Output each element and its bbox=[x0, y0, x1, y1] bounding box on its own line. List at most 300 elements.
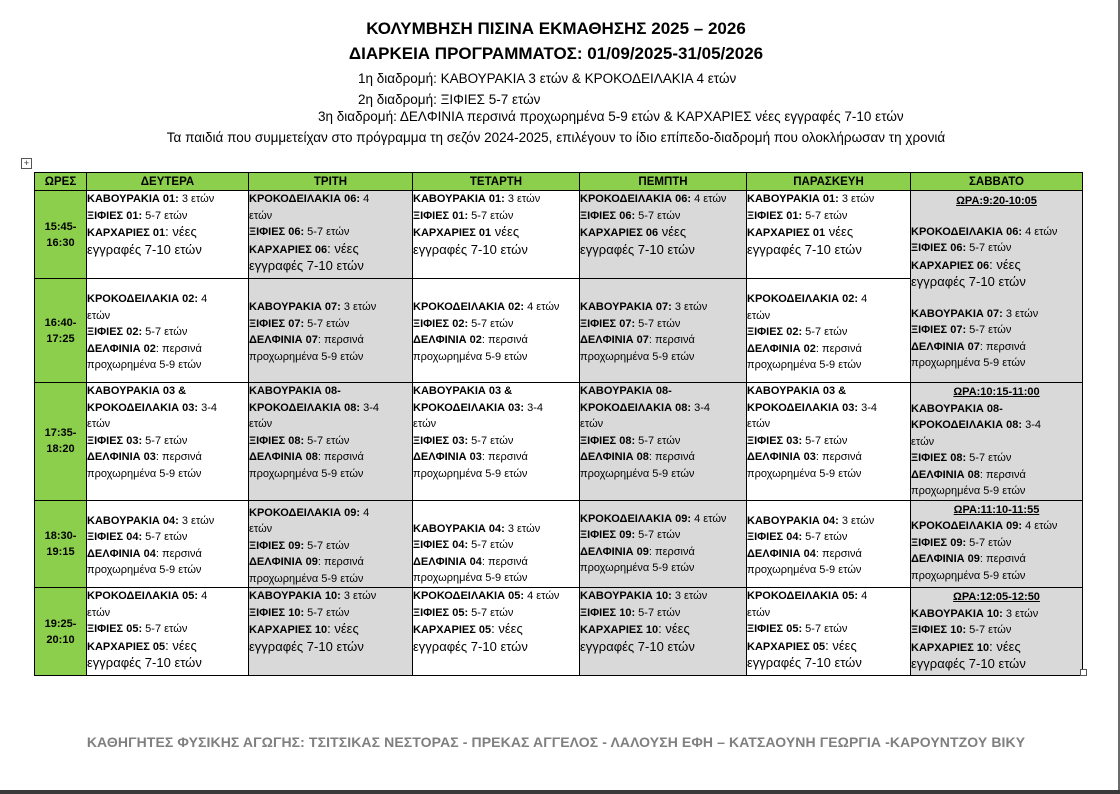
cell-line bbox=[911, 322, 1082, 339]
cell-line bbox=[413, 570, 579, 587]
group-detail: 4 ετών bbox=[524, 590, 560, 602]
group-name: ΞΙΦΙΕΣ 06: bbox=[580, 209, 636, 222]
group-detail: : περσινά bbox=[648, 334, 695, 346]
group-name: ΚΡΟΚΟΔΕΙΛΑΚΙΑ 03: bbox=[87, 401, 199, 414]
cell-line bbox=[249, 299, 412, 316]
group-detail: 3 ετών bbox=[838, 514, 875, 527]
group-name: ΔΕΛΦΙΝΙΑ 09 bbox=[580, 545, 649, 558]
group-name: ΔΕΛΦΙΝΙΑ 09 bbox=[911, 553, 980, 565]
header-tuesday: ΤΡΙΤΗ bbox=[249, 173, 413, 191]
group-name: ΚΑΡΧΑΡΙΕΣ 10 bbox=[911, 641, 990, 654]
group-name: ΔΕΛΦΙΝΙΑ 03 bbox=[87, 451, 156, 463]
cell-line bbox=[413, 349, 579, 366]
cell-line bbox=[87, 621, 248, 638]
group-name: ΚΑΒΟΥΡΑΚΙΑ 04: bbox=[747, 514, 839, 527]
cell-line bbox=[87, 449, 248, 466]
group-detail: 3 ετών bbox=[178, 193, 215, 205]
group-detail: 4 ετών bbox=[524, 301, 560, 313]
group-detail: 5-7 ετών bbox=[802, 434, 848, 447]
schedule-cell-thu bbox=[580, 383, 747, 501]
group-detail: ετών bbox=[87, 418, 111, 430]
group-name: ΚΑΒΟΥΡΑΚΙΑ 08- bbox=[911, 402, 1003, 415]
cell-line bbox=[580, 400, 746, 417]
group-name: ΚΡΟΚΟΔΕΙΛΑΚΙΑ 06: bbox=[249, 193, 361, 205]
group-detail: 5-7 ετών bbox=[468, 434, 514, 447]
cell-line bbox=[413, 449, 579, 466]
group-detail: ετών bbox=[413, 418, 437, 430]
group-name: ΞΙΦΙΕΣ 05: bbox=[87, 623, 143, 635]
spacer bbox=[911, 210, 1082, 224]
route-3-text: 3η διαδρομή: ΔΕΛΦΙΝΙΑ περσινά προχωρημένα 5-9 ετών & ΚΑΡΧΑΡΙΕΣ νέες εγγραφές 7-10 ετών bbox=[318, 109, 904, 124]
cell-line bbox=[87, 655, 248, 673]
group-detail: προχωρημένα 5-9 ετών bbox=[580, 562, 695, 574]
schedule-cell-wed bbox=[413, 500, 580, 588]
schedule-cell-mon bbox=[87, 383, 249, 501]
cell-line bbox=[249, 349, 412, 366]
group-name: ΚΑΡΧΑΡΙΕΣ 10 bbox=[580, 624, 659, 636]
cell-line bbox=[747, 638, 910, 656]
schedule-cell-fri bbox=[747, 383, 911, 501]
schedule-cell-sat bbox=[911, 383, 1083, 501]
group-name: ΚΑΡΧΑΡΙΕΣ 05 bbox=[413, 624, 492, 636]
group-detail: : νέες bbox=[327, 621, 359, 636]
group-detail: 3 ετών bbox=[504, 522, 541, 535]
cell-line bbox=[87, 291, 248, 308]
group-name: ΚΡΟΚΟΔΕΙΛΑΚΙΑ 05: bbox=[413, 590, 525, 602]
cell-line bbox=[87, 357, 248, 374]
group-detail: προχωρημένα 5-9 ετών bbox=[911, 569, 1026, 582]
group-detail: 3 ετών bbox=[178, 514, 215, 527]
cell-line bbox=[249, 521, 412, 538]
group-detail: : νέες bbox=[165, 637, 197, 653]
table-resize-handle[interactable] bbox=[1080, 669, 1087, 676]
group-detail: 5-7 ετών bbox=[802, 531, 848, 543]
group-name: ΞΙΦΙΕΣ 09: bbox=[911, 536, 967, 549]
cell-line bbox=[413, 400, 579, 417]
cell-line bbox=[249, 316, 412, 333]
group-name: ΞΙΦΙΕΣ 10: bbox=[580, 606, 636, 619]
cell-line bbox=[413, 639, 579, 657]
schedule-cell-mon bbox=[87, 500, 249, 588]
cell-line bbox=[747, 605, 910, 622]
group-detail: 5-7 ετών bbox=[966, 324, 1012, 336]
cell-line bbox=[87, 466, 248, 483]
time-slot bbox=[35, 500, 87, 588]
group-detail: : νέες bbox=[658, 621, 690, 636]
group-detail: ετών bbox=[249, 209, 273, 222]
group-detail: : περσινά bbox=[815, 451, 862, 463]
spacer bbox=[911, 292, 1082, 306]
group-detail: νέες bbox=[825, 224, 854, 239]
group-detail: εγγραφές 7-10 ετών bbox=[580, 241, 695, 257]
group-name: ΚΑΒΟΥΡΑΚΙΑ 07: bbox=[249, 301, 341, 313]
header-wednesday: ΤΕΤΑΡΤΗ bbox=[413, 173, 580, 191]
group-detail: ετών bbox=[580, 418, 604, 430]
cell-line bbox=[911, 355, 1082, 372]
cell-line bbox=[580, 639, 746, 657]
cell-line bbox=[87, 638, 248, 656]
time-slot bbox=[35, 279, 87, 383]
group-detail: προχωρημένα 5-9 ετών bbox=[580, 467, 695, 480]
header-saturday: ΣΑΒΒΑΤΟ bbox=[911, 173, 1083, 191]
group-name: ΔΕΛΦΙΝΙΑ 02 bbox=[413, 334, 482, 346]
header-thursday: ΠΕΜΠΤΗ bbox=[580, 173, 747, 191]
group-name: ΞΙΦΙΕΣ 07: bbox=[249, 317, 305, 330]
group-name: ΚΑΒΟΥΡΑΚΙΑ 03 & bbox=[413, 385, 513, 397]
cell-line bbox=[911, 401, 1082, 418]
group-detail: 5-7 ετών bbox=[802, 623, 848, 635]
time-start: 15:45- bbox=[44, 220, 77, 233]
group-detail: εγγραφές 7-10 ετών bbox=[249, 258, 364, 273]
group-name: ΔΕΛΦΙΝΙΑ 04 bbox=[747, 547, 816, 560]
cell-line bbox=[911, 450, 1082, 467]
cell-line bbox=[747, 357, 910, 374]
cell-line bbox=[87, 416, 248, 433]
cell-line bbox=[747, 383, 910, 400]
group-detail: ετών bbox=[747, 309, 771, 322]
saturday-session-time: ΩΡΑ:11:10-11:55 bbox=[953, 503, 1040, 516]
cell-line bbox=[413, 466, 579, 483]
group-detail: εγγραφές 7-10 ετών bbox=[413, 638, 528, 654]
group-detail: : περσινά bbox=[648, 545, 695, 558]
schedule-cell-sat bbox=[911, 588, 1083, 676]
group-name: ΔΕΛΦΙΝΙΑ 02 bbox=[747, 342, 816, 355]
cell-line bbox=[747, 416, 910, 433]
cell-line bbox=[249, 332, 412, 349]
group-name: ΚΡΟΚΟΔΕΙΛΑΚΙΑ 08: bbox=[911, 419, 1023, 431]
group-detail: : νέες bbox=[989, 638, 1021, 654]
group-name: ΞΙΦΙΕΣ 03: bbox=[87, 434, 143, 447]
cell-line bbox=[580, 433, 746, 450]
cell-line bbox=[911, 568, 1082, 585]
cell-line bbox=[580, 299, 746, 316]
group-name: ΚΑΒΟΥΡΑΚΙΑ 01: bbox=[747, 193, 839, 205]
table-row bbox=[35, 383, 1083, 501]
group-name: ΚΑΒΟΥΡΑΚΙΑ 08- bbox=[580, 385, 672, 397]
group-name: ΞΙΦΙΕΣ 01: bbox=[413, 209, 469, 222]
cell-line bbox=[911, 224, 1082, 241]
cell-line bbox=[413, 588, 579, 605]
cell-line bbox=[580, 191, 746, 208]
group-detail: 5-7 ετών bbox=[142, 209, 188, 222]
cell-line bbox=[747, 291, 910, 308]
schedule-cell-tue bbox=[249, 588, 413, 676]
cell-line bbox=[87, 588, 248, 605]
group-name: ΔΕΛΦΙΝΙΑ 02 bbox=[87, 342, 156, 355]
group-detail: 5-7 ετών bbox=[468, 209, 514, 222]
saturday-session-time: ΩΡΑ:9:20-10:05 bbox=[956, 195, 1037, 207]
cell-line bbox=[580, 605, 746, 622]
schedule-cell-mon bbox=[87, 191, 249, 279]
group-detail: ετών bbox=[87, 606, 111, 619]
cell-line bbox=[747, 513, 910, 530]
cell-line bbox=[249, 449, 412, 466]
cell-line bbox=[413, 554, 579, 571]
cell-line bbox=[747, 341, 910, 358]
cell-line bbox=[911, 639, 1082, 657]
group-name: ΞΙΦΙΕΣ 02: bbox=[413, 317, 469, 330]
group-name: ΚΑΒΟΥΡΑΚΙΑ 07: bbox=[911, 307, 1003, 320]
group-detail: 4 bbox=[360, 506, 370, 519]
schedule-cell-wed bbox=[413, 588, 580, 676]
cell-line bbox=[413, 521, 579, 538]
schedule-cell-mon bbox=[87, 588, 249, 676]
cell-line bbox=[747, 191, 910, 208]
table-row bbox=[35, 191, 1083, 279]
schedule-cell-wed bbox=[413, 383, 580, 501]
group-detail: προχωρημένα 5-9 ετών bbox=[249, 350, 364, 363]
group-name: ΞΙΦΙΕΣ 08: bbox=[911, 452, 967, 464]
group-name: ΚΑΒΟΥΡΑΚΙΑ 10: bbox=[580, 590, 672, 602]
cell-line bbox=[747, 433, 910, 450]
group-detail: νέες bbox=[658, 224, 687, 239]
group-detail: : περσινά bbox=[481, 451, 528, 463]
route-1-text: 1η διαδρομή: ΚΑΒΟΥΡΑΚΙΑ 3 ετών & ΚΡΟΚΟΔΕΙΛΑΚΙΑ 4 ετών bbox=[358, 71, 737, 86]
cell-line bbox=[87, 400, 248, 417]
group-detail: 4 bbox=[858, 590, 868, 602]
cell-line bbox=[249, 505, 412, 522]
schedule-cell-thu bbox=[580, 191, 747, 279]
cell-line bbox=[87, 191, 248, 208]
group-detail: : περσινά bbox=[317, 451, 364, 463]
group-name: ΚΑΡΧΑΡΙΕΣ 06 bbox=[580, 227, 659, 239]
group-detail: 5-7 ετών bbox=[142, 623, 188, 635]
cell-line bbox=[413, 299, 579, 316]
group-detail: 5-7 ετών bbox=[304, 226, 350, 238]
time-end: 17:25 bbox=[46, 332, 75, 345]
group-detail: ετών bbox=[747, 606, 771, 619]
group-detail: 5-7 ετών bbox=[304, 317, 350, 330]
group-name: ΔΕΛΦΙΝΙΑ 04 bbox=[87, 547, 156, 560]
group-detail: 5-7 ετών bbox=[802, 326, 848, 338]
group-detail: εγγραφές 7-10 ετών bbox=[747, 241, 862, 257]
group-detail: : περσινά bbox=[481, 334, 528, 346]
group-detail: 3 ετών bbox=[1002, 607, 1039, 620]
group-detail: προχωρημένα 5-9 ετών bbox=[413, 467, 528, 480]
cell-line bbox=[580, 242, 746, 260]
group-name: ΚΡΟΚΟΔΕΙΛΑΚΙΑ 03: bbox=[747, 401, 859, 414]
cell-line bbox=[87, 341, 248, 358]
cell-line bbox=[580, 208, 746, 225]
time-end: 20:10 bbox=[46, 633, 75, 646]
group-name: ΚΡΟΚΟΔΕΙΛΑΚΙΑ 05: bbox=[747, 590, 859, 602]
group-name: ΚΑΒΟΥΡΑΚΙΑ 10: bbox=[911, 607, 1003, 620]
group-detail: εγγραφές 7-10 ετών bbox=[249, 638, 364, 654]
group-detail: : περσινά bbox=[155, 547, 202, 560]
table-move-handle-icon[interactable]: + bbox=[21, 158, 32, 169]
group-detail: 3-4 bbox=[198, 401, 217, 414]
cell-line bbox=[911, 257, 1082, 275]
group-detail: 5-7 ετών bbox=[966, 452, 1012, 464]
group-name: ΞΙΦΙΕΣ 06: bbox=[911, 242, 967, 254]
table-header-row bbox=[35, 173, 1083, 191]
group-detail: ετών bbox=[249, 418, 273, 430]
group-detail: : περσινά bbox=[481, 555, 528, 568]
group-detail: ετών bbox=[249, 523, 273, 535]
group-detail: 4 ετών bbox=[1022, 520, 1058, 532]
schedule-cell-thu bbox=[580, 279, 747, 383]
group-name: ΚΑΒΟΥΡΑΚΙΑ 08- bbox=[249, 385, 341, 397]
group-detail: 3 ετών bbox=[504, 193, 541, 205]
cell-line bbox=[249, 639, 412, 657]
group-detail: 5-7 ετών bbox=[635, 529, 681, 541]
cell-line bbox=[249, 588, 412, 605]
group-name: ΚΑΒΟΥΡΑΚΙΑ 04: bbox=[413, 522, 505, 535]
cell-line bbox=[249, 571, 412, 588]
cell-line bbox=[747, 208, 910, 225]
cell-line bbox=[249, 241, 412, 259]
group-detail: εγγραφές 7-10 ετών bbox=[747, 655, 862, 670]
group-name: ΚΑΒΟΥΡΑΚΙΑ 04: bbox=[87, 514, 179, 527]
group-name: ΚΑΒΟΥΡΑΚΙΑ 10: bbox=[249, 590, 341, 602]
time-start: 16:40- bbox=[44, 316, 77, 329]
schedule-cell-thu bbox=[580, 500, 747, 588]
group-detail: 5-7 ετών bbox=[142, 326, 188, 338]
cell-line bbox=[413, 208, 579, 225]
cell-line bbox=[87, 308, 248, 325]
group-name: ΞΙΦΙΕΣ 04: bbox=[87, 531, 143, 543]
group-detail: προχωρημένα 5-9 ετών bbox=[911, 485, 1026, 497]
group-detail: 5-7 ετών bbox=[468, 539, 514, 551]
group-detail: προχωρημένα 5-9 ετών bbox=[413, 572, 528, 584]
group-detail: 5-7 ετών bbox=[635, 434, 681, 447]
group-name: ΔΕΛΦΙΝΙΑ 09 bbox=[249, 556, 318, 568]
cell-line bbox=[580, 466, 746, 483]
cell-line bbox=[249, 621, 412, 639]
cell-line bbox=[580, 224, 746, 242]
teachers-footer: ΚΑΘΗΓΗΤΕΣ ΦΥΣΙΚΗΣ ΑΓΩΓΗΣ: ΤΣΙΤΣΙΚΑΣ ΝΕΣΤΟΡΑΣ - ΠΡΕΚΑΣ ΑΓΓΕΛΟΣ - ΛΑΛΟΥΣΗ ΕΦΗ – ΚΑΤΣΑΟΥΝΗ ΓΕΩΡΓΙΑ -ΚΑΡΟΥΝΤΖΟΥ ΒΙΚΥ bbox=[86, 734, 1026, 750]
group-name: ΞΙΦΙΕΣ 05: bbox=[747, 623, 803, 635]
group-name: ΔΕΛΦΙΝΙΑ 03 bbox=[747, 451, 816, 463]
cell-line bbox=[249, 466, 412, 483]
group-detail: 5-7 ετών bbox=[966, 624, 1012, 636]
group-detail: : περσινά bbox=[317, 334, 364, 346]
schedule-cell-sat bbox=[911, 191, 1083, 383]
cell-line bbox=[413, 605, 579, 622]
table-row bbox=[35, 588, 1083, 676]
group-detail: 5-7 ετών bbox=[304, 434, 350, 447]
group-name: ΚΡΟΚΟΔΕΙΛΑΚΙΑ 02: bbox=[747, 293, 859, 305]
cell-line bbox=[249, 191, 412, 208]
cell-line bbox=[87, 433, 248, 450]
group-detail: 4 bbox=[858, 293, 868, 305]
schedule-cell-fri bbox=[747, 500, 911, 588]
cell-line bbox=[580, 349, 746, 366]
cell-line bbox=[911, 622, 1082, 639]
group-name: ΞΙΦΙΕΣ 08: bbox=[580, 434, 636, 447]
group-name: ΞΙΦΙΕΣ 09: bbox=[249, 539, 305, 552]
cell-line bbox=[911, 240, 1082, 257]
group-name: ΚΑΡΧΑΡΙΕΣ 01 bbox=[747, 227, 826, 239]
group-detail: εγγραφές 7-10 ετών bbox=[413, 241, 528, 257]
cell-line bbox=[249, 416, 412, 433]
group-detail: 3 ετών bbox=[340, 590, 377, 602]
cell-line bbox=[249, 538, 412, 555]
cell-line bbox=[911, 656, 1082, 674]
cell-line bbox=[580, 527, 746, 544]
group-detail: 3-4 bbox=[691, 401, 710, 414]
group-name: ΚΡΟΚΟΔΕΙΛΑΚΙΑ 06: bbox=[911, 225, 1023, 238]
cell-line bbox=[87, 224, 248, 242]
cell-line bbox=[249, 605, 412, 622]
schedule-cell-fri bbox=[747, 191, 911, 279]
schedule-cell-mon bbox=[87, 279, 249, 383]
time-end: 19:15 bbox=[46, 545, 75, 558]
group-name: ΞΙΦΙΕΣ 07: bbox=[911, 324, 967, 336]
cell-line bbox=[580, 449, 746, 466]
group-detail: προχωρημένα 5-9 ετών bbox=[747, 564, 862, 576]
group-detail: 5-7 ετών bbox=[304, 539, 350, 552]
group-name: ΞΙΦΙΕΣ 05: bbox=[413, 606, 469, 619]
group-detail: ετών bbox=[747, 418, 771, 430]
cell-line bbox=[87, 383, 248, 400]
time-slot bbox=[35, 588, 87, 676]
cell-line bbox=[747, 655, 910, 673]
group-detail: προχωρημένα 5-9 ετών bbox=[911, 357, 1026, 369]
group-name: ΚΑΒΟΥΡΑΚΙΑ 03 & bbox=[747, 385, 847, 397]
group-detail: : περσινά bbox=[979, 553, 1026, 565]
program-duration: ΔΙΑΡΚΕΙΑ ΠΡΟΓΡΑΜΜΑΤΟΣ: 01/09/2025-31/05/2026 bbox=[348, 44, 764, 63]
group-detail: προχωρημένα 5-9 ετών bbox=[580, 350, 695, 363]
group-name: ΚΑΡΧΑΡΙΕΣ 01 bbox=[413, 227, 492, 239]
schedule-cell-wed bbox=[413, 191, 580, 279]
cell-line bbox=[580, 332, 746, 349]
group-name: ΔΕΛΦΙΝΙΑ 07 bbox=[911, 340, 980, 353]
group-detail: : περσινά bbox=[648, 451, 695, 463]
group-name: ΚΑΒΟΥΡΑΚΙΑ 01: bbox=[87, 193, 179, 205]
group-detail: 3 ετών bbox=[671, 590, 708, 602]
group-detail: 3 ετών bbox=[1002, 307, 1039, 320]
cell-line bbox=[413, 537, 579, 554]
group-detail: προχωρημένα 5-9 ετών bbox=[747, 467, 862, 480]
cell-line bbox=[249, 208, 412, 225]
group-name: ΚΡΟΚΟΔΕΙΛΑΚΙΑ 03: bbox=[413, 401, 525, 414]
schedule-cell-tue bbox=[249, 191, 413, 279]
group-detail: 5-7 ετών bbox=[966, 536, 1012, 549]
group-detail: 5-7 ετών bbox=[635, 317, 681, 330]
group-detail: ετών bbox=[911, 435, 935, 448]
time-start: 17:35- bbox=[44, 427, 77, 440]
time-start: 19:25- bbox=[44, 617, 77, 630]
previous-season-note: Τα παιδιά που συμμετείχαν στο πρόγραμμα τη σεζόν 2024-2025, επιλέγουν το ίδιο επίπεδο-διαδρομή που ολοκλήρωσαν τη χρονιά bbox=[166, 130, 946, 145]
cell-line bbox=[911, 551, 1082, 568]
group-name: ΚΑΒΟΥΡΑΚΙΑ 07: bbox=[580, 301, 672, 313]
cell-line bbox=[413, 416, 579, 433]
cell-line bbox=[580, 588, 746, 605]
schedule-cell-tue bbox=[249, 500, 413, 588]
group-name: ΞΙΦΙΕΣ 08: bbox=[249, 434, 305, 447]
cell-line bbox=[413, 383, 579, 400]
cell-line bbox=[747, 529, 910, 546]
cell-line bbox=[747, 400, 910, 417]
cell-line bbox=[249, 554, 412, 571]
group-name: ΔΕΛΦΙΝΙΑ 08 bbox=[249, 451, 318, 463]
group-name: ΞΙΦΙΕΣ 04: bbox=[747, 531, 803, 543]
group-name: ΚΡΟΚΟΔΕΙΛΑΚΙΑ 09: bbox=[580, 512, 692, 525]
time-slot bbox=[35, 383, 87, 501]
group-detail: 3 ετών bbox=[671, 301, 708, 313]
group-name: ΚΑΡΧΑΡΙΕΣ 06 bbox=[249, 243, 328, 256]
group-detail: εγγραφές 7-10 ετών bbox=[911, 656, 1026, 671]
group-detail: 3-4 bbox=[1022, 419, 1041, 431]
group-detail: : περσινά bbox=[979, 340, 1026, 353]
group-name: ΚΑΒΟΥΡΑΚΙΑ 03 & bbox=[87, 385, 187, 397]
header-friday: ΠΑΡΑΣΚΕΥΗ bbox=[747, 173, 911, 191]
group-detail: 5-7 ετών bbox=[304, 606, 350, 619]
group-detail: : περσινά bbox=[317, 556, 364, 568]
time-start: 18:30- bbox=[44, 529, 77, 542]
cell-line bbox=[249, 433, 412, 450]
